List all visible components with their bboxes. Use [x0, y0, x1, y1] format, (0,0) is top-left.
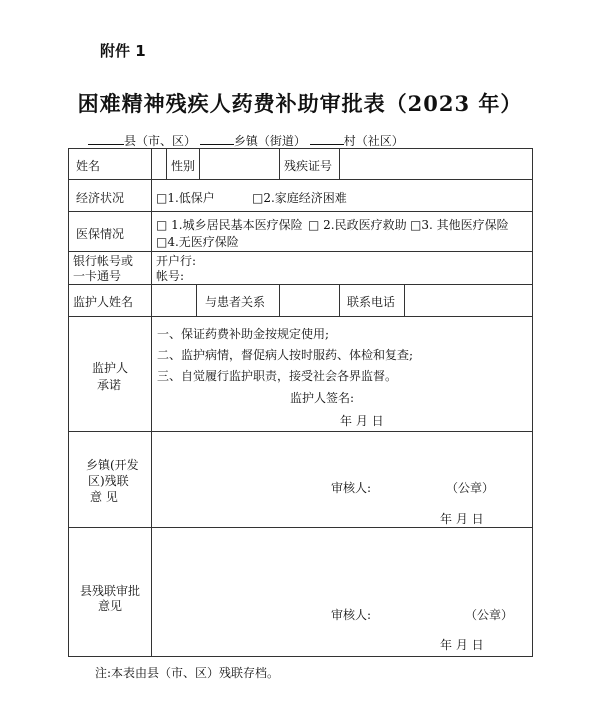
- bank-account-label: 帐号:: [156, 269, 185, 283]
- county-opinion-label-line1: 县残联审批: [80, 584, 141, 598]
- guardian-name-field[interactable]: [152, 286, 195, 315]
- guardian-signature-label: 监护人签名:: [290, 391, 355, 405]
- promise-label-line2: 承诺: [97, 378, 122, 392]
- economic-option-hardship[interactable]: □2.家庭经济困难: [252, 191, 347, 205]
- economic-label: 经济状况: [76, 191, 125, 205]
- promise-item-2: 二、监护病情，督促病人按时服药、体检和复查;: [157, 348, 414, 362]
- guardian-name-label: 监护人姓名: [73, 295, 134, 309]
- name-field[interactable]: [101, 150, 149, 178]
- insurance-option-none[interactable]: □4.无医疗保险: [156, 235, 239, 249]
- bank-label-line1: 银行帐号或: [73, 254, 134, 268]
- township-blank[interactable]: [200, 132, 234, 145]
- county-seal-label: （公章）: [465, 608, 514, 622]
- disability-id-label: 残疾证号: [284, 159, 333, 173]
- disability-id-field[interactable]: [340, 150, 531, 178]
- insurance-option-other[interactable]: □3. 其他医疗保险: [410, 218, 509, 232]
- bank-open-label: 开户行:: [156, 254, 197, 268]
- county-label: 县（市、区）: [124, 134, 197, 148]
- county-date: 年 月 日: [440, 638, 484, 652]
- form-title: 困难精神残疾人药费补助审批表（2023 年）: [77, 91, 523, 116]
- promise-label-line1: 监护人: [92, 361, 129, 375]
- township-label: 乡镇（街道）: [233, 134, 306, 148]
- promise-item-3: 三、自觉履行监护职责，接受社会各界监督。: [157, 369, 398, 383]
- attachment-label: 附件 1: [100, 42, 146, 60]
- insurance-option-basic[interactable]: □ 1.城乡居民基本医疗保险: [156, 218, 303, 232]
- county-reviewer-label: 审核人:: [331, 608, 372, 622]
- township-opinion-label-line3: 意 见: [90, 490, 118, 504]
- township-seal-label: （公章）: [446, 481, 495, 495]
- promise-item-1: 一、保证药费补助金按规定使用;: [157, 327, 330, 341]
- relation-label: 与患者关系: [205, 295, 266, 309]
- footer-note: 注:本表由县（市、区）残联存档。: [95, 666, 280, 680]
- county-opinion-label-line2: 意见: [98, 599, 123, 613]
- township-date: 年 月 日: [440, 512, 484, 526]
- insurance-label: 医保情况: [76, 227, 125, 241]
- phone-label: 联系电话: [347, 295, 396, 309]
- promise-date: 年 月 日: [340, 414, 384, 428]
- relation-field[interactable]: [280, 286, 338, 315]
- township-opinion-label-line1: 乡镇(开发: [86, 458, 139, 472]
- village-label: 村（社区）: [343, 134, 404, 148]
- phone-field[interactable]: [405, 286, 531, 315]
- bank-label-line2: 一卡通号: [73, 269, 122, 283]
- village-blank[interactable]: [310, 132, 344, 145]
- township-opinion-label-line2: 区)残联: [88, 474, 129, 488]
- economic-option-low-income[interactable]: □1.低保户: [156, 191, 215, 205]
- township-reviewer-label: 审核人:: [331, 481, 372, 495]
- name-label: 姓名: [76, 159, 101, 173]
- county-blank[interactable]: [88, 132, 124, 145]
- gender-label: 性别: [171, 159, 196, 173]
- insurance-option-civil[interactable]: □ 2.民政医疗救助: [308, 218, 407, 232]
- gender-field[interactable]: [200, 150, 278, 178]
- location-line: [88, 132, 404, 149]
